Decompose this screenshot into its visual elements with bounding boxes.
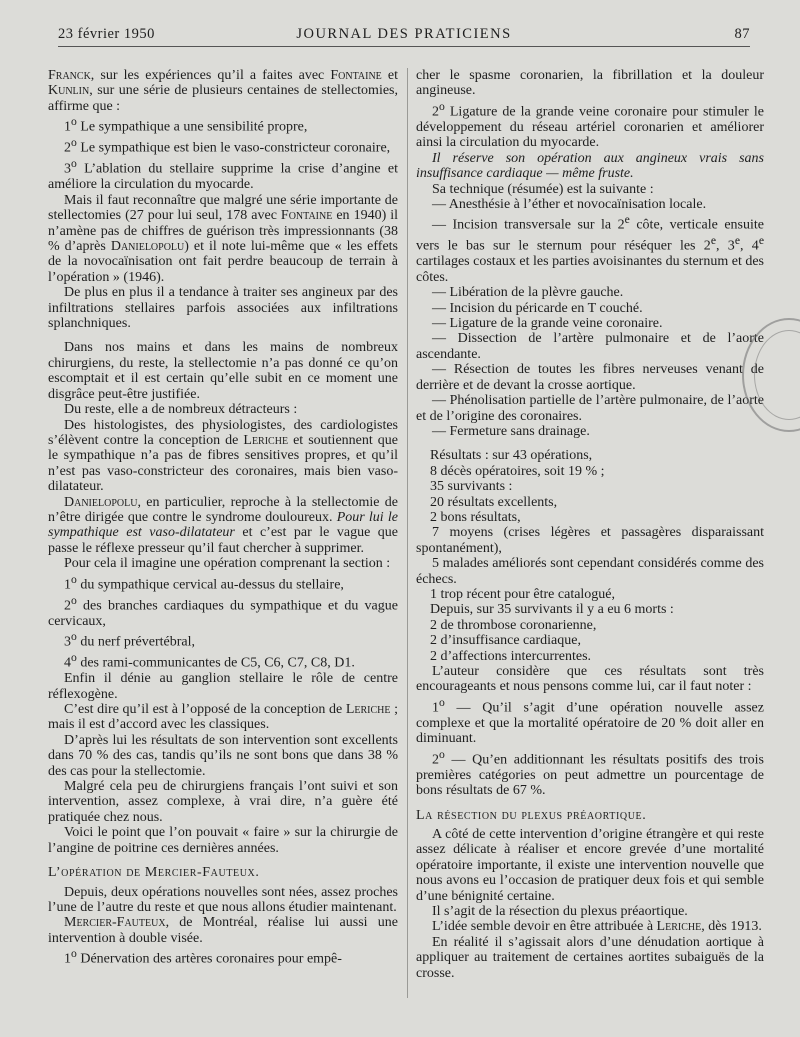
- left-column: [48, 68, 398, 998]
- paragraph: Danielopolu, en particulier, reproche à la stellectomie de n’être dirigée que contre le syndrome douloureux. Pour lui le sympathique est vaso-dilatateur et c’est par le vague que passe le réflexe presseur qu’il faut chercher à supprimer.: [48, 494, 398, 556]
- paragraph: — Anesthésie à l’éther et novocaïnisation locale.: [432, 196, 707, 212]
- paragraph: 8 décès opératoires, soit 19 % ;: [430, 463, 605, 479]
- paragraph: En réalité il s’agissait alors d’une dénudation aortique à appliquer au traitement de certaines aortites subaiguës de la crosse.: [416, 934, 764, 981]
- paragraph: — Fermeture sans drainage.: [432, 423, 590, 439]
- paragraph: De plus en plus il a tendance à traiter ses angineux par des infiltrations stellaires parfois associées aux infiltrations splanchniques.: [48, 285, 398, 332]
- paragraph: L’auteur considère que ces résultats sont très encourageants et nous pensons comme lui, car il faut noter :: [416, 664, 764, 695]
- spacer: [48, 331, 398, 340]
- paragraph: 2$^o$ — Qu’en additionnant les résultats positifs des trois premières catégories on peut admettre un pourcentage de bons résultats de 67 %.: [416, 747, 764, 799]
- paragraph: Du reste, elle a de nombreux détracteurs :: [64, 402, 298, 418]
- paragraph: 4$^o$ des rami-communicantes de C5, C6, C7, C8, D1.: [64, 651, 355, 671]
- paragraph: Dans nos mains et dans les mains de nombreux chirurgiens, du reste, la stellectomie n’a pas donné ce qu’on escomptait et il est certain qu’elle subit en ce moment une disgrâce peut-être justifiée.: [48, 340, 398, 402]
- paragraph: 2 de thrombose coronarienne,: [430, 617, 597, 633]
- paragraph: cher le spasme coronarien, la fibrillation et la douleur angineuse.: [416, 68, 764, 99]
- paragraph: — Dissection de l’artère pulmonaire et de l’aorte ascendante.: [416, 331, 764, 362]
- paragraph: A côté de cette intervention d’origine étrangère et qui reste assez délicate à réaliser et encore grevée d’une mortalité opératoire importante, il existe une intervention nouvelle que nous avons eu l’occasion de pratiquer deux fois et qui semble d’une bénignité certaine.: [416, 826, 764, 904]
- paragraph: Pour cela il imagine une opération comprenant la section :: [64, 556, 391, 572]
- paragraph: Voici le point que l’on pouvait « faire » sur la chirurgie de l’angine de poitrine ces dernières années.: [48, 825, 398, 856]
- paragraph: Sa technique (résumée) est la suivante :: [432, 181, 654, 197]
- issue-date: 23 février 1950: [58, 26, 155, 42]
- paragraph: 2$^o$ Le sympathique est bien le vaso-constricteur coronaire,: [64, 136, 391, 156]
- paragraph: 2 bons résultats,: [430, 509, 521, 525]
- paragraph: — Incision du péricarde en T couché.: [432, 300, 643, 316]
- paragraph: D’après lui les résultats de son intervention sont excellents dans 70 % des cas, tandis qu’ils ne sont bons que dans 38 % des cas pour la stellectomie.: [48, 732, 398, 779]
- paragraph: — Libération de la plèvre gauche.: [432, 285, 624, 301]
- paragraph: Il réserve son opération aux angineux vrais sans insuffisance cardiaque — même fruste.: [416, 150, 764, 182]
- paragraph: 3$^o$ du nerf prévertébral,: [64, 630, 195, 650]
- page-number: 87: [734, 26, 750, 42]
- paragraph: 1 trop récent pour être catalogué,: [430, 586, 616, 602]
- paragraph: 1$^o$ — Qu’il s’agit d’une opération nouvelle assez complexe et que la mortalité opératoire de 20 % doit aller en diminuant.: [416, 695, 764, 747]
- paragraph: Enfin il dénie au ganglion stellaire le rôle de centre réflexogène.: [48, 671, 398, 702]
- paragraph: 5 malades améliorés sont cependant considérés comme des échecs.: [416, 556, 764, 587]
- paragraph: Depuis, deux opérations nouvelles sont nées, assez proches l’une de l’autre du reste et que nous allons étudier maintenant.: [48, 884, 398, 915]
- section-heading: L’opération de Mercier-Fauteux.: [48, 865, 260, 881]
- paragraph: L’idée semble devoir en être attribuée à Leriche, dès 1913.: [432, 919, 762, 935]
- section-heading: La résection du plexus préaortique.: [416, 807, 647, 823]
- paragraph: Résultats : sur 43 opérations,: [430, 448, 593, 464]
- page-header: [58, 26, 750, 47]
- journal-title: JOURNAL DES PRATICIENS: [296, 26, 512, 42]
- paragraph: 2$^o$ Ligature de la grande veine coronaire pour stimuler le développement du réseau artériel coronarien et améliorer ainsi la circulation du myocarde.: [416, 99, 764, 151]
- spacer: [48, 856, 398, 863]
- paragraph: Il s’agit de la résection du plexus préaortique.: [432, 904, 688, 919]
- right-column: [416, 68, 764, 998]
- paragraph: Mais il faut reconnaître que malgré une série importante de stellectomies (27 pour lui seul, 178 avec Fontaine en 1940) il n’amène pas de chiffres de guérison très impressionnants (38 % d’après Danielopolu) et il note lui-même que « les effets de la novocaïnisation ont fait perdre beaucoup de terrain à l’opération » (1946).: [48, 192, 398, 285]
- paragraph: Des histologistes, des physiologistes, des cardiologistes s’élèvent contre la conception de Leriche et soutiennent que le sympathique n’a pas de fibres sensitives propres, et qu’il n’est pas vaso-constricteur des coronaires, mais bien vaso-dilatateur.: [48, 417, 398, 495]
- paragraph: — Phénolisation partielle de l’artère pulmonaire, de l’aorte et de l’origine des coronaires.: [416, 393, 764, 424]
- paragraph: 2$^o$ des branches cardiaques du sympathique et du vague cervicaux,: [48, 593, 398, 629]
- spacer: [416, 799, 764, 806]
- paragraph: 35 survivants :: [430, 479, 513, 495]
- paragraph: Depuis, sur 35 survivants il y a eu 6 morts :: [430, 602, 674, 618]
- paragraph: 1$^o$ Dénervation des artères coronaires pour empê-: [64, 947, 342, 967]
- paragraph: — Ligature de la grande veine coronaire.: [432, 316, 663, 332]
- paragraph: — Résection de toutes les fibres nerveuses venant de derrière et de devant la crosse aortique.: [416, 362, 764, 393]
- column-divider: [407, 68, 408, 998]
- paragraph: 2 d’affections intercurrentes.: [430, 648, 592, 664]
- paragraph: 20 résultats excellents,: [430, 494, 558, 510]
- paragraph: 1$^o$ Le sympathique a une sensibilité propre,: [64, 115, 308, 135]
- paragraph: C’est dire qu’il est à l’opposé de la conception de Leriche ; mais il est d’accord avec les classiques.: [48, 702, 398, 733]
- paragraph: — Incision transversale sur la 2e côte, verticale ensuite vers le bas sur le sternum pour réséquer les 2e, 3e, 4e cartilages costaux et les parties avoisinantes du sternum et des côtes.: [416, 213, 764, 285]
- paragraph: Mercier-Fauteux, de Montréal, réalise lui aussi une intervention à double visée.: [48, 915, 398, 946]
- spacer: [416, 439, 764, 448]
- paragraph: 1$^o$ du sympathique cervical au-dessus du stellaire,: [64, 572, 344, 593]
- paragraph: Malgré cela peu de chirurgiens français l’ont suivi et son intervention, assez complexe, à vrai dire, n’a guère été pratiquée chez nous.: [48, 779, 398, 825]
- paragraph: 2 d’insuffisance cardiaque,: [430, 633, 581, 649]
- paragraph: Franck, sur les expériences qu’il a faites avec Fontaine et Kunlin, sur une série de plusieurs centaines de stellectomies, affirme que :: [48, 68, 398, 114]
- paragraph: 7 moyens (crises légères et passagères disparaissant spontanément),: [416, 525, 764, 556]
- paragraph: 3$^o$ L’ablation du stellaire supprime la crise d’angine et améliore la circulation du myocarde.: [48, 157, 398, 193]
